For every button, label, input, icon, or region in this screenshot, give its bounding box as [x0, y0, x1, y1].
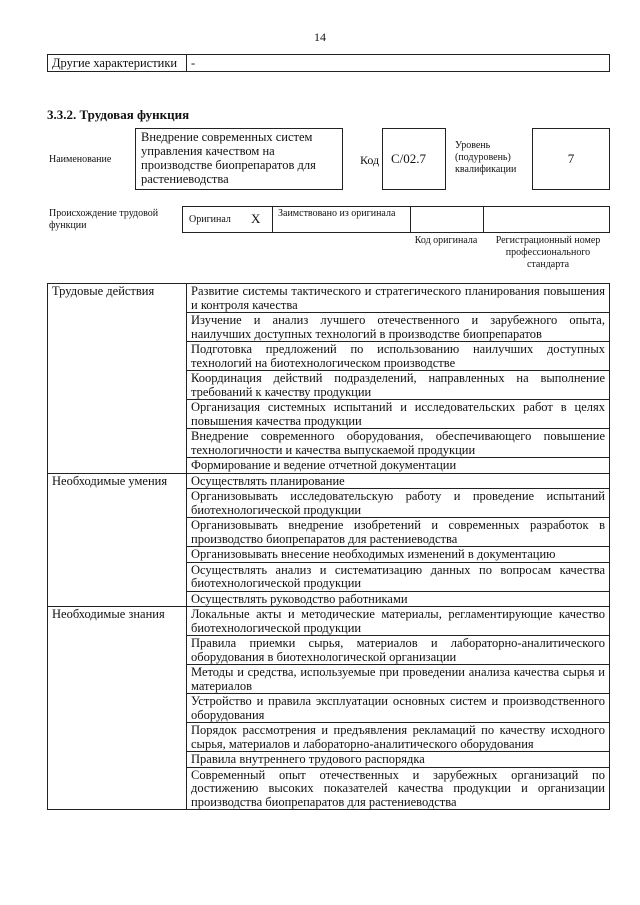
origin-label: Происхождение трудовой функции	[49, 208, 159, 231]
code-original-caption: Код оригинала	[414, 235, 478, 246]
origin-table	[182, 206, 610, 233]
table-cell: Организация системных испытаний и исследовательских работ в целях повышения качества продукции	[187, 400, 610, 429]
name-label: Наименование	[49, 154, 112, 165]
table-cell: Координация действий подразделений, направленных на выполнение требований к качеству продукции	[187, 371, 610, 400]
table-cell: Организовывать исследовательскую работу и проведение испытаний биотехнологической продукции	[187, 489, 610, 518]
page-number: 14	[314, 30, 326, 44]
table-cell: Внедрение современного оборудования, обеспечивающего повышение технологичности и качества выпускаемой продукции	[187, 429, 610, 458]
table-cell: Осуществлять планирование	[187, 473, 610, 489]
function-name-value: Внедрение современных систем управления качеством на производстве биопрепаратов для растениеводства	[135, 128, 343, 190]
reg-number-caption: Регистрационный номер профессионального стандарта	[495, 235, 601, 270]
code-value: C/02.7	[382, 128, 446, 190]
table-cell: Современный опыт отечественных и зарубежных организаций по достижению высоких показателей качества продукции и организации производства биопрепаратов для растениеводства	[187, 767, 610, 810]
table-cell: Правила внутреннего трудового распорядка	[187, 752, 610, 768]
table-cell: Развитие системы тактического и стратегического планирования повышения и контроля качества	[187, 284, 610, 313]
category-label: Необходимые умения	[48, 473, 187, 607]
table-cell: Подготовка предложений по использованию наилучших доступных технологий на биотехнологическом производстве	[187, 342, 610, 371]
borrowed-label: Заимствовано из оригинала	[278, 208, 396, 219]
original-cell	[183, 207, 273, 232]
original-label: Оригинал	[189, 214, 231, 225]
other-characteristics-label: Другие характеристики	[48, 55, 187, 72]
table-cell: Правила приемки сырья, материалов и лабораторно-аналитического оборудования в биотехнологической организации	[187, 636, 610, 665]
category-label: Трудовые действия	[48, 284, 187, 474]
table-row	[48, 284, 610, 313]
level-label: Уровень (подуровень) квалификации	[455, 140, 517, 175]
table-cell: Порядок рассмотрения и предъявления рекламаций по качеству исходного сырья, материалов и лабораторно-аналитического оборудования	[187, 723, 610, 752]
table-cell: Устройство и правила эксплуатации основных систем и производственного оборудования	[187, 694, 610, 723]
table-cell: Локальные акты и методические материалы, регламентирующие качество биотехнологической продукции	[187, 607, 610, 636]
table-cell: Изучение и анализ лучшего отечественного и зарубежного опыта, наилучших доступных технологий в производстве биопрепаратов	[187, 313, 610, 342]
table-cell: Осуществлять анализ и систематизацию данных по вопросам качества биотехнологической продукции	[187, 562, 610, 591]
other-characteristics-value: -	[187, 55, 610, 72]
other-characteristics-table	[47, 54, 610, 72]
original-mark: X	[251, 211, 261, 226]
category-label: Необходимые знания	[48, 607, 187, 810]
divider	[410, 207, 411, 232]
code-label: Код	[360, 153, 380, 167]
labor-function-table	[47, 283, 610, 810]
table-row	[48, 473, 610, 489]
table-cell: Организовывать внесение необходимых изменений в документацию	[187, 547, 610, 563]
table-row	[48, 607, 610, 636]
table-cell: Осуществлять руководство работниками	[187, 591, 610, 607]
level-value: 7	[532, 128, 610, 190]
divider	[483, 207, 484, 232]
table-cell: Методы и средства, используемые при проведении анализа качества сырья и материалов	[187, 665, 610, 694]
table-cell: Организовывать внедрение изобретений и современных разработок в производство биопрепаратов для растениеводства	[187, 518, 610, 547]
section-title: 3.3.2. Трудовая функция	[47, 107, 190, 122]
table-cell: Формирование и ведение отчетной документации	[187, 458, 610, 474]
